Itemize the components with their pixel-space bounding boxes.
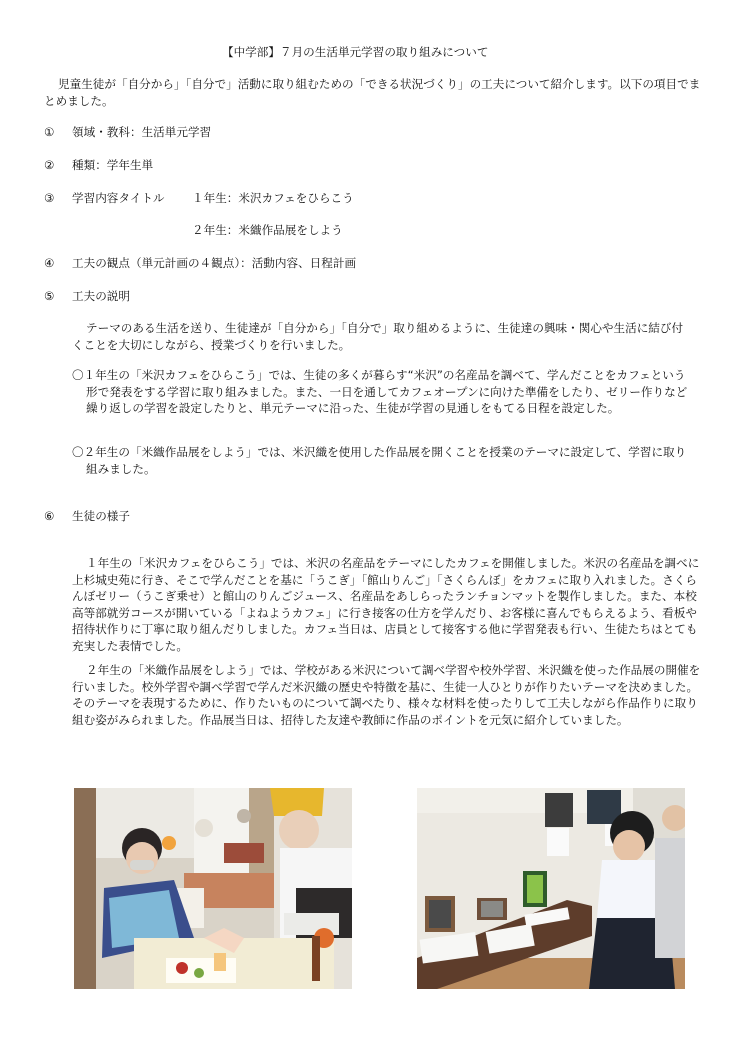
students-paragraph-2: ２年生の「米織作品展をしよう」では、学校がある米沢について調べ学習や校外学習、米沢織を使った作品展の開催を行いました。校外学習や調べ学習で学んだ米沢織の歴史や特徴を基に、生徒一人ひとりが作りたいテーマを決めました。そのテーマを表現するために、作りたいものについて調べたり、様々な材料を使ったりして工夫しながら作品作りに取り組む姿がみられました。作品展当日は、招待した友達や教師に作品のポイントを元気に紹介していました。 [72, 663, 701, 727]
item-1-mark: ① [44, 125, 55, 139]
page-title: 【中学部】７月の生活単元学習の取り組みについて [222, 45, 489, 59]
item-4-text: 工夫の観点（単元計画の４観点）：活動内容、日程計画 [72, 256, 357, 270]
cafe-photo [74, 788, 352, 989]
explanation-lead: テーマのある生活を送り、生徒達が「自分から」「自分で」取り組めるように、生徒達の興味・関心や生活に結び付くことを大切にしながら、授業づくりを行いました。 [72, 321, 684, 352]
item-2-text: 種類：学年生単 [72, 158, 154, 172]
item-1-text: 領域・教科：生活単元学習 [72, 125, 212, 139]
item-3-grade1: １年生：米沢カフェをひらこう [192, 191, 354, 205]
item-3-mark: ③ [44, 191, 55, 205]
students-paragraph-1: １年生の「米沢カフェをひらこう」では、米沢の名産品をテーマにしたカフェを開催しました。米沢の名産品を調べに上杉城史苑に行き、そこで学んだことを基に「うこぎ」「館山りんご」「さくらんぼ」をカフェに取り入れました。さくらんぼゼリー（うこぎ乗せ）と館山のりんごジュース、名産品をあしらったランチョンマットを製作しました。また、本校高等部就労コースが開いている「よねようカフェ」に行き接客の仕方を学んだり、お客様に喜んでもらえるよう、看板や招待状作りに丁寧に取り組んだりしました。カフェ当日は、店員として接客する他に学習発表も行い、生徒たちはとても充実した表情でした。 [72, 556, 700, 653]
item-4-mark: ④ [44, 256, 55, 270]
item-6-text: 生徒の様子 [72, 509, 130, 523]
explanation-bullet-2: 〇２年生の「米織作品展をしよう」では、米沢織を使用した作品展を開くことを授業のテーマに設定して、学習に取り組みました。 [72, 445, 687, 476]
item-5-text: 工夫の説明 [72, 289, 130, 303]
explanation-bullet-1: 〇１年生の「米沢カフェをひらこう」では、生徒の多くが暮らす“米沢”の名産品を調べて、学んだことをカフェという形で発表をする学習に取り組みました。また、一日を通してカフェオープンに向けた準備をしたり、ゼリー作りなど繰り返しの学習を設定したりと、単元テーマに沿った、生徒が学習の見通しをもてる日程を設定した。 [72, 368, 688, 415]
item-3-label: 学習内容タイトル [72, 191, 165, 205]
item-5-mark: ⑤ [44, 289, 55, 303]
item-6-mark: ⑥ [44, 509, 55, 523]
item-3-grade2: ２年生：米織作品展をしよう [192, 223, 343, 237]
intro-paragraph: 児童生徒が「自分から」「自分で」活動に取り組むための「できる状況づくり」の工夫について紹介します。以下の項目でまとめました。 [44, 77, 701, 108]
item-2-mark: ② [44, 158, 55, 172]
exhibition-photo [417, 788, 685, 989]
